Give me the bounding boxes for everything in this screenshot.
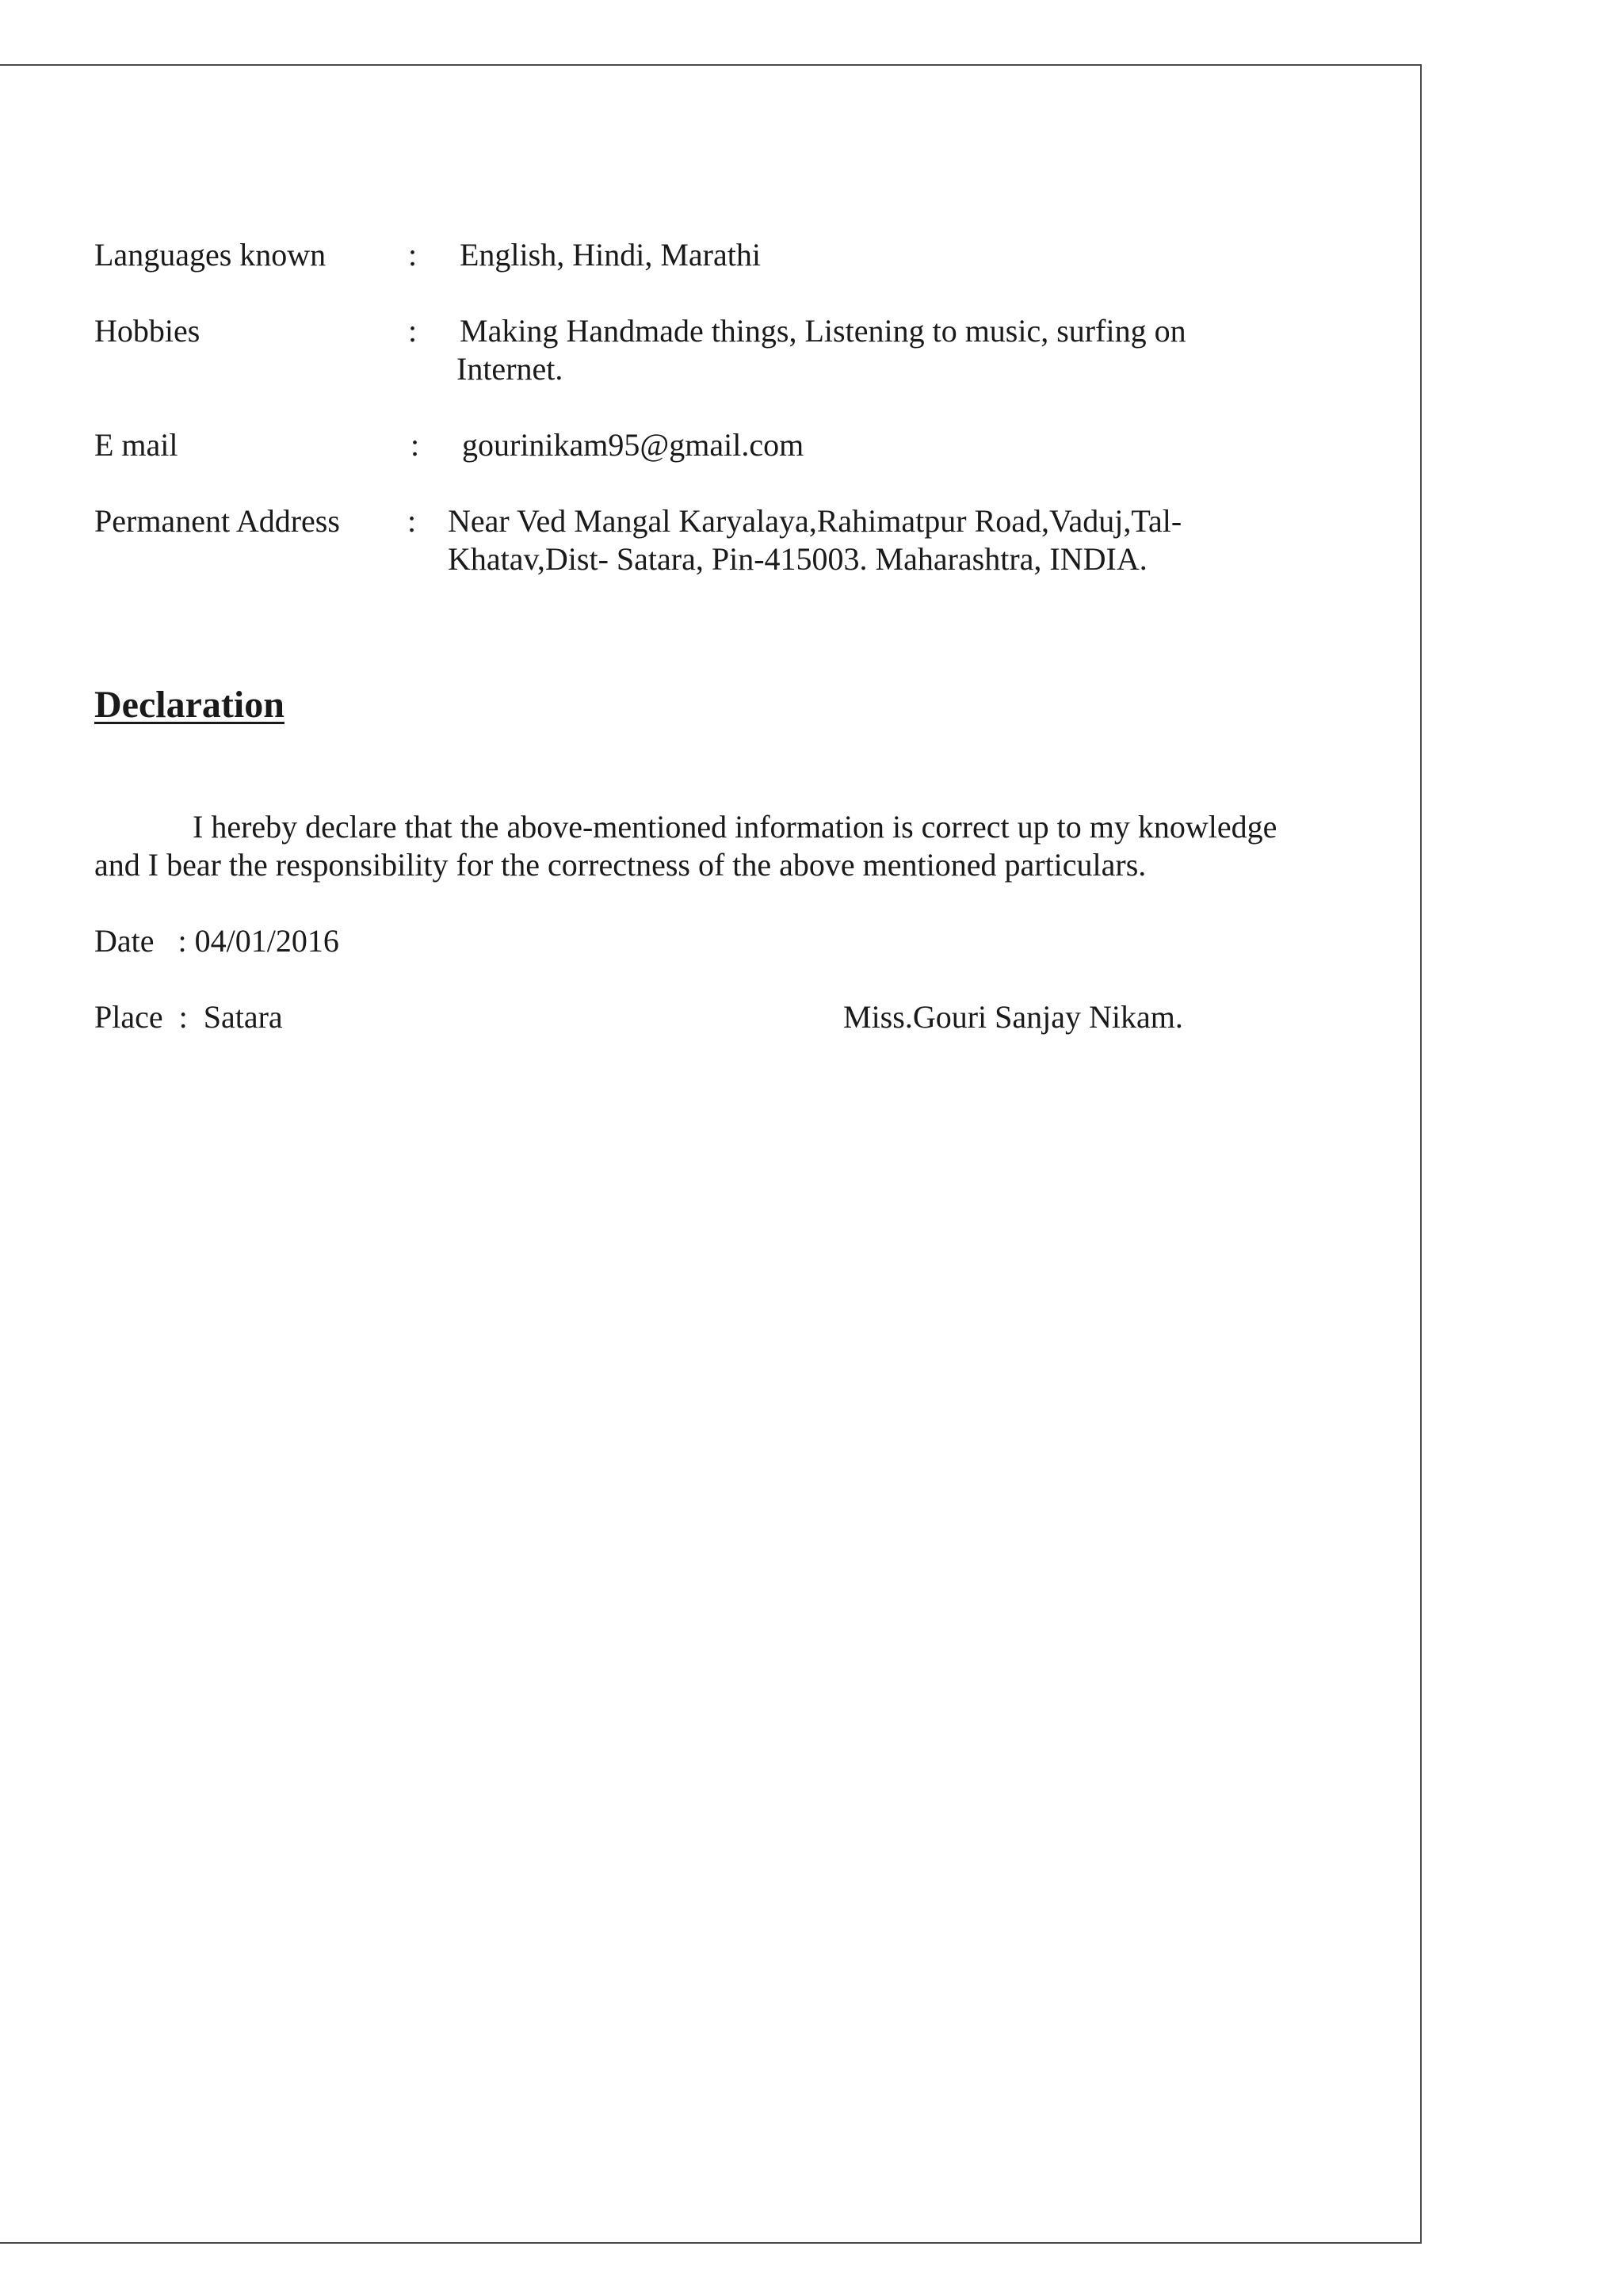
email-value: gourinikam95@gmail.com — [462, 427, 804, 463]
address-value-line2: Khatav,Dist- Satara, Pin-415003. Maharashtra, INDIA. — [448, 541, 1148, 577]
declaration-line-2: and I bear the responsibility for the correctness of the above mentioned particulars. — [94, 847, 1147, 883]
languages-label: Languages known — [94, 237, 327, 273]
hobbies-value-line1: Making Handmade things, Listening to music, surfing on — [460, 313, 1186, 349]
email-colon: : — [411, 427, 420, 463]
declaration-line-1: I hereby declare that the above-mentioned information is correct up to my knowledge — [193, 809, 1277, 845]
address-value-line1: Near Ved Mangal Karyalaya,Rahimatpur Road,Vaduj,Tal- — [448, 503, 1182, 539]
hobbies-colon: : — [408, 313, 418, 349]
page-border — [0, 64, 1422, 2244]
address-colon: : — [407, 503, 417, 539]
hobbies-value-line2: Internet. — [456, 351, 563, 387]
declaration-paragraph — [94, 808, 1331, 884]
email-label: E mail — [94, 427, 178, 463]
hobbies-label: Hobbies — [94, 313, 200, 349]
date-line: Date : 04/01/2016 — [94, 923, 339, 959]
languages-colon: : — [408, 237, 418, 273]
languages-value: English, Hindi, Marathi — [460, 237, 761, 273]
address-label: Permanent Address — [94, 503, 340, 539]
signature-name: Miss.Gouri Sanjay Nikam. — [843, 999, 1183, 1035]
declaration-heading: Declaration — [94, 684, 285, 726]
place-line: Place : Satara — [94, 999, 283, 1035]
